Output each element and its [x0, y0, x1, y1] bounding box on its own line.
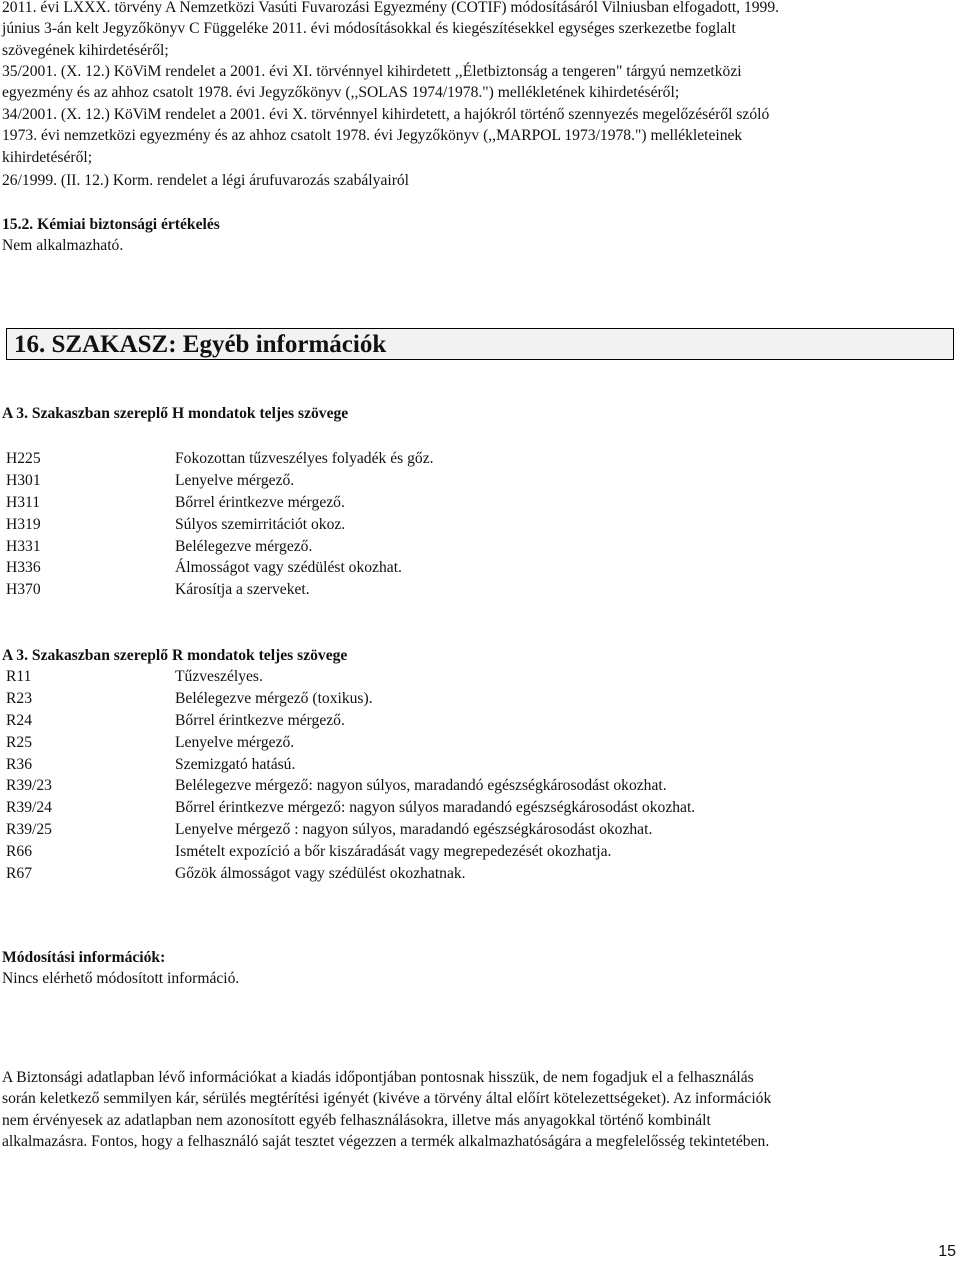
h-text: Belélegezve mérgező. [175, 537, 313, 555]
r-text: Ismételt expozíció a bőr kiszáradását vagy megrepedezését okozhatja. [175, 843, 612, 861]
r-code: R36 [6, 755, 32, 773]
h-code: H311 [6, 493, 41, 511]
page-number: 15 [938, 1243, 956, 1260]
chemical-safety-assessment [2, 214, 952, 257]
h-statements-heading-block [2, 403, 952, 424]
chemical-safety-text: Nem alkalmazható. [2, 237, 124, 255]
r-code: R24 [6, 711, 32, 729]
disclaimer-line: A Biztonsági adatlapban lévő információkat a kiadás időpontjában pontosnak hisszük, de nem fogadjuk el a felhasználás [2, 1069, 754, 1086]
section-16-header [6, 328, 954, 360]
regulation-solas [2, 61, 952, 104]
modification-heading: Módosítási információk: [2, 949, 166, 966]
h-text: Lenyelve mérgező. [175, 471, 295, 489]
h-code: H336 [6, 559, 41, 577]
r-text: Bőrrel érintkezve mérgező: nagyon súlyos maradandó egészségkárosodást okozhat. [175, 799, 696, 817]
disclaimer-line: nem érvényesek az adatlapban nem azonosított egyéb felhasználásokra, illetve más anyagokkal történő kombinált [2, 1111, 711, 1129]
regulation-line: június 3-án kelt Jegyzőkönyv C Függeléke 2011. évi módosításokkal és kiegészítésekkel egységes szerkezetbe foglalt [2, 20, 736, 38]
h-text: Károsítja a szerveket. [175, 581, 310, 599]
disclaimer [2, 1067, 952, 1153]
r-code: R66 [6, 843, 32, 861]
regulation-air-cargo [2, 170, 952, 191]
regulation-marpol [2, 104, 952, 168]
h-text: Fokozottan tűzveszélyes folyadék és gőz. [175, 450, 434, 467]
r-code: R11 [6, 668, 32, 685]
h-code: H331 [6, 537, 41, 555]
regulation-line: 1973. évi nemzetközi egyezmény és az ahhoz csatolt 1978. évi Jegyzőkönyv (,,MARPOL 1973/1978.") mellékleteinek [2, 127, 743, 145]
h-text: Álmosságot vagy szédülést okozhat. [175, 559, 402, 577]
disclaimer-line: alkalmazásra. Fontos, hogy a felhasználó saját tesztet végezzen a termék alkalmazhatóságára a megfelelősség tekintetében. [2, 1133, 770, 1151]
h-code: H225 [6, 450, 41, 467]
r-text: Szemizgató hatású. [175, 755, 296, 773]
regulation-line: kihirdetéséről; [2, 148, 93, 166]
modification-info [2, 947, 952, 990]
r-code: R39/23 [6, 777, 52, 795]
h-code: H301 [6, 471, 41, 489]
r-text: Lenyelve mérgező. [175, 733, 295, 751]
r-statements-heading: A 3. Szakaszban szereplő R mondatok teljes szövege [2, 647, 348, 664]
r-code: R39/25 [6, 821, 52, 839]
modification-text: Nincs elérhető módosított információ. [2, 970, 240, 988]
regulation-line: 2011. évi LXXX. törvény A Nemzetközi Vasúti Fuvarozási Egyezmény (COTIF) módosításáról Vilniusban elfogadott, 1999. [2, 0, 780, 16]
r-text: Belélegezve mérgező: nagyon súlyos, maradandó egészségkárosodást okozhat. [175, 777, 667, 795]
section-16-title: 16. SZAKASZ: Egyéb információk [14, 331, 387, 358]
r-text: Lenyelve mérgező : nagyon súlyos, maradandó egészségkárosodást okozhat. [175, 821, 653, 839]
h-statements-heading: A 3. Szakaszban szereplő H mondatok teljes szövege [2, 405, 349, 422]
h-code: H370 [6, 581, 41, 599]
r-text: Belélegezve mérgező (toxikus). [175, 689, 373, 707]
h-code: H319 [6, 515, 41, 533]
regulation-cotif [2, 0, 952, 61]
regulation-line: szövegének kihirdetéséről; [2, 41, 169, 59]
r-text: Bőrrel érintkezve mérgező. [175, 711, 345, 729]
regulation-line: 34/2001. (X. 12.) KöViM rendelet a 2001. évi X. törvénnyel kihirdetett, a hajókról történő szennyezés megelőzéséről szóló [2, 106, 770, 123]
r-code: R23 [6, 689, 32, 707]
h-text: Bőrrel érintkezve mérgező. [175, 493, 345, 511]
regulation-line: 35/2001. (X. 12.) KöViM rendelet a 2001. évi XI. törvénnyel kihirdetett ,,Életbiztonság a tengeren" tárgyú nemzetközi [2, 63, 742, 80]
regulation-line: egyezmény és az ahhoz csatolt 1978. évi Jegyzőkönyv (,,SOLAS 1974/1978.") mellékletének kihirdetéséről; [2, 84, 680, 102]
chemical-safety-heading: 15.2. Kémiai biztonsági értékelés [2, 216, 220, 233]
r-code: R67 [6, 865, 32, 883]
r-statements-heading-block [2, 645, 952, 666]
r-code: R39/24 [6, 799, 52, 817]
h-text: Súlyos szemirritációt okoz. [175, 515, 346, 533]
r-text: Gőzök álmosságot vagy szédülést okozhatnak. [175, 865, 466, 883]
regulation-line: 26/1999. (II. 12.) Korm. rendelet a légi árufuvarozás szabályairól [2, 172, 410, 189]
r-code: R25 [6, 733, 32, 751]
r-text: Tűzveszélyes. [175, 668, 263, 685]
disclaimer-line: során keletkező semmilyen kár, sérülés megtérítési igényét (kivéve a törvény által előírt kötelezettségeket). Az információk [2, 1090, 772, 1108]
